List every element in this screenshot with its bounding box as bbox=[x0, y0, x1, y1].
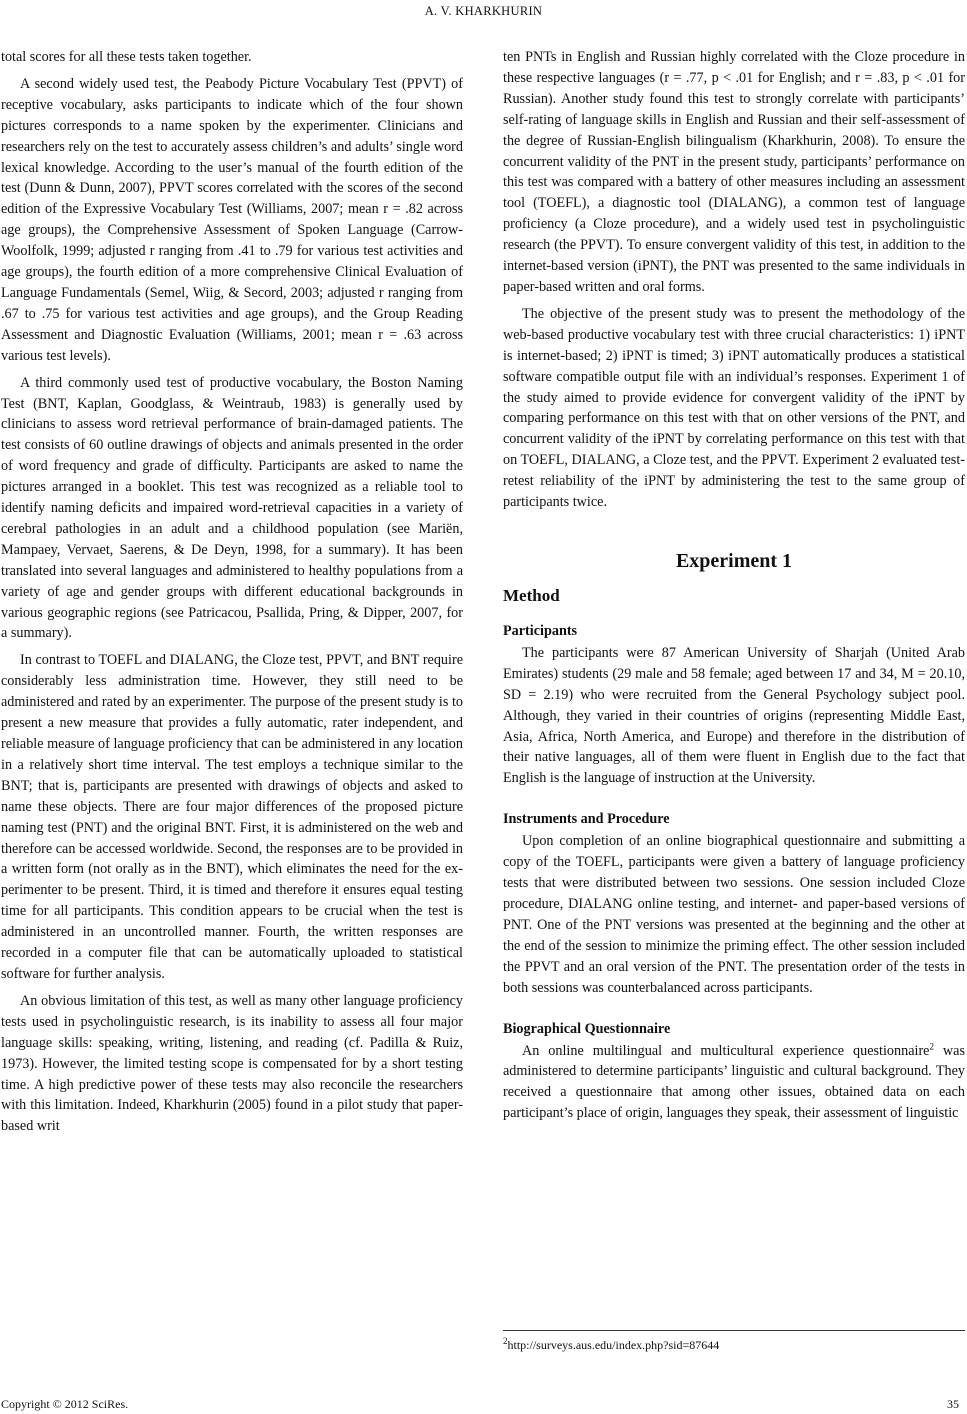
copyright-notice: Copyright © 2012 SciRes. bbox=[1, 1397, 129, 1411]
paragraph: The participants were 87 American University of Sharjah (United Arab Emirates) students (29 male and 58 female; aged between 17 and 34, M = 20.10, SD = 2.19) who were recruited from the General Psychology subject pool. Although, they varied in their countries of origins (representing Middle East, Asia, Africa, North America, and Europe) and therefore in the distribution of their native languages, all of them were fluent in English due to the fact that English is the language of instruction at the University. bbox=[503, 644, 965, 787]
paragraph: An obvious limitation of this test, as well as many other language proficiency tests used in psycholinguistic research, is its inability to assess all four major language skills: speaking, writing, listening, and reading (cf. Padilla & Ruiz, 1973). However, the limited testing scope is compensated for by a short testing time. A high predictive power of these tests may also reconcile the researchers with this limitation. Indeed, Kharkhurin (2005) found in a pilot study that paper-based writ bbox=[1, 992, 463, 1135]
footnote bbox=[503, 1337, 965, 1353]
paragraph bbox=[503, 1041, 965, 1125]
page-number: 35 bbox=[947, 1397, 959, 1411]
section-title: Experiment 1 bbox=[675, 549, 793, 572]
paragraph: A third commonly used test of productive vocabulary, the Boston Naming Test (BNT, Kaplan, Goodglass, & Weintraub, 1983) is generally used by clinicians to assess word retrieval performance of brain-damaged patients. The test consists of 60 outline drawings of objects and animals presented in the order of word frequency and grade of difficulty. Participants are asked to name the pictures arranged in a booklet. This test was recognized as a reliable tool to identify naming deficits and impaired word-retrieval capacities in a variety of cerebral pathologies in an adult and a childhood population (see Mariën, Mampaey, Vervaet, Saerens, & De Deyn, 1998, for a summary). It has been translated into several languages and administered to healthy populations from a variety of age and gender groups with different educational backgrounds in various geographic regions (see Patricacou, Psallida, Pring, & Dipper, 2007, for a summary). bbox=[1, 374, 463, 642]
biographical-heading: Biographical Questionnaire bbox=[503, 1020, 671, 1037]
footnote-divider bbox=[503, 1330, 965, 1331]
footnote-reference: 2 bbox=[929, 1040, 934, 1051]
right-column bbox=[503, 47, 965, 1130]
running-head: A. V. KHARKHURIN bbox=[424, 4, 543, 18]
paragraph: The objective of the present study was to present the methodology of the web-based productive vocabulary test with three crucial characteristics: 1) iPNT is internet-based; 2) iPNT is timed; 3) iPNT automatically produces a statistical software compatible output file with an individual’s responses. Experiment 1 of the study aimed to provide evidence for convergent validity of the iPNT by comparing performance on this test with that on other versions of the PNT, and concurrent validity of the iPNT by correlating performance on this test with that on TOEFL, DIALANG, a Cloze test, and the PPVT. Experiment 2 evaluated test-retest reliability of the iPNT by administering the test to the same group of participants twice. bbox=[503, 305, 965, 511]
paragraph: A second widely used test, the Peabody Picture Vocabulary Test (PPVT) of receptive vocabulary, asks participants to indicate which of the four shown pictures corresponds to a name spoken by the experimenter. Clinicians and researchers rely on the test to accurately assess children’s and adults’ single word lexical knowledge. According to the user’s manual of the fourth edition of the test (Dunn & Dunn, 2007), PPVT scores correlated with the scores of the second edition of the Expressive Vocabulary Test (Williams, 2007; mean r = .82 across age groups), the Comprehensive Assessment of Spoken Language (Carrow-Woolfolk, 1999; adjusted r ranging from .41 to .79 for various test activities and age groups), the fourth edition of a more comprehensive Clinical Evaluation of Language Fundamentals (Semel, Wiig, & Secord, 2003; adjusted r ranging from .67 to .75 for various test activities and age groups), and the Group Reading Assessment and Diagnostic Evaluation (Williams, 2001; mean r = .63 across various test levels). bbox=[1, 75, 463, 364]
paragraph-text: An online multilingual and multicultural experience questionnaire bbox=[522, 1042, 930, 1059]
paragraph: total scores for all these tests taken together. bbox=[1, 49, 252, 65]
instruments-heading: Instruments and Procedure bbox=[503, 811, 670, 828]
page-footer bbox=[0, 1394, 967, 1414]
footnote-mark: 2 bbox=[503, 1336, 508, 1346]
method-heading: Method bbox=[503, 585, 560, 605]
footnote-link[interactable]: http://surveys.aus.edu/index.php?sid=87644 bbox=[507, 1338, 720, 1352]
paragraph: Upon completion of an online biographical questionnaire and submitting a copy of the TOEFL, participants were given a battery of language proficiency tests that were distributed between two sessions. One session included Cloze procedure, DIALANG online testing, and internet- and paper-based versions of PNT. One of the PNT versions was presented at the beginning and the other at the end of the session to minimize the priming effect. The other session included the PPVT and an oral version of the PNT. The presentation order of the tests in both sessions was counterbalanced across participants. bbox=[503, 833, 965, 996]
paragraph-text: was administered to determine participants’ linguistic and cultural background. They received a questionnaire that among other issues, obtained data on each participant’s place of origin, languages they speak, their assessment of linguistic bbox=[503, 1042, 965, 1122]
paragraph: In contrast to TOEFL and DIALANG, the Cloze test, PPVT, and BNT require considerably less administration time. However, they still need to be administered and rated by an experimenter. The purpose of the present study is to present a new measure that provides a fully automatic, rater independent, and reliable measure of language proficiency that can be administered in any location in a relatively short time interval. The test employs a technique similar to the BNT; that is, participants are presented with drawings of objects and asked to name these objects. There are four major differences of the proposed picture naming test (PNT) and the original BNT. First, it is administered on the web and therefore can be accessed worldwide. Second, the responses are to be provided in a written form (not orally as in the BNT), which eliminates the need for the experimenter to be present. Third, it is timed and therefore it ensures equal testing time for all participants. This condition appears to be crucial when the test is administered in an uncontrolled manner. Fourth, the written responses are recorded in a computer file that can be automatically uploaded to statistical software for further analysis. bbox=[1, 652, 463, 982]
paragraph: ten PNTs in English and Russian highly correlated with the Cloze procedure in these respective languages (r = .77, p < .01 for English; and r = .83, p < .01 for Russian). Another study found this test to strongly correlate with participants’ self-rating of language skills in English and Russian and their self-assessment of the degree of Russian-English bilingualism (Kharkhurin, 2008). To ensure the concurrent validity of the PNT in the present study, participants’ performance on this test was compared with a battery of other measures including an assessment tool (TOEFL), a diagnostic tool (DIALANG), a common test of language proficiency (a Cloze procedure), and a widely used test in psycholinguistic research (the PPVT). To ensure convergent validity of this test, in addition to the internet-based version (iPNT), the PNT was presented to the same individuals in paper-based written and oral forms. bbox=[503, 49, 965, 295]
left-column bbox=[1, 47, 463, 1143]
participants-heading: Participants bbox=[503, 622, 578, 639]
